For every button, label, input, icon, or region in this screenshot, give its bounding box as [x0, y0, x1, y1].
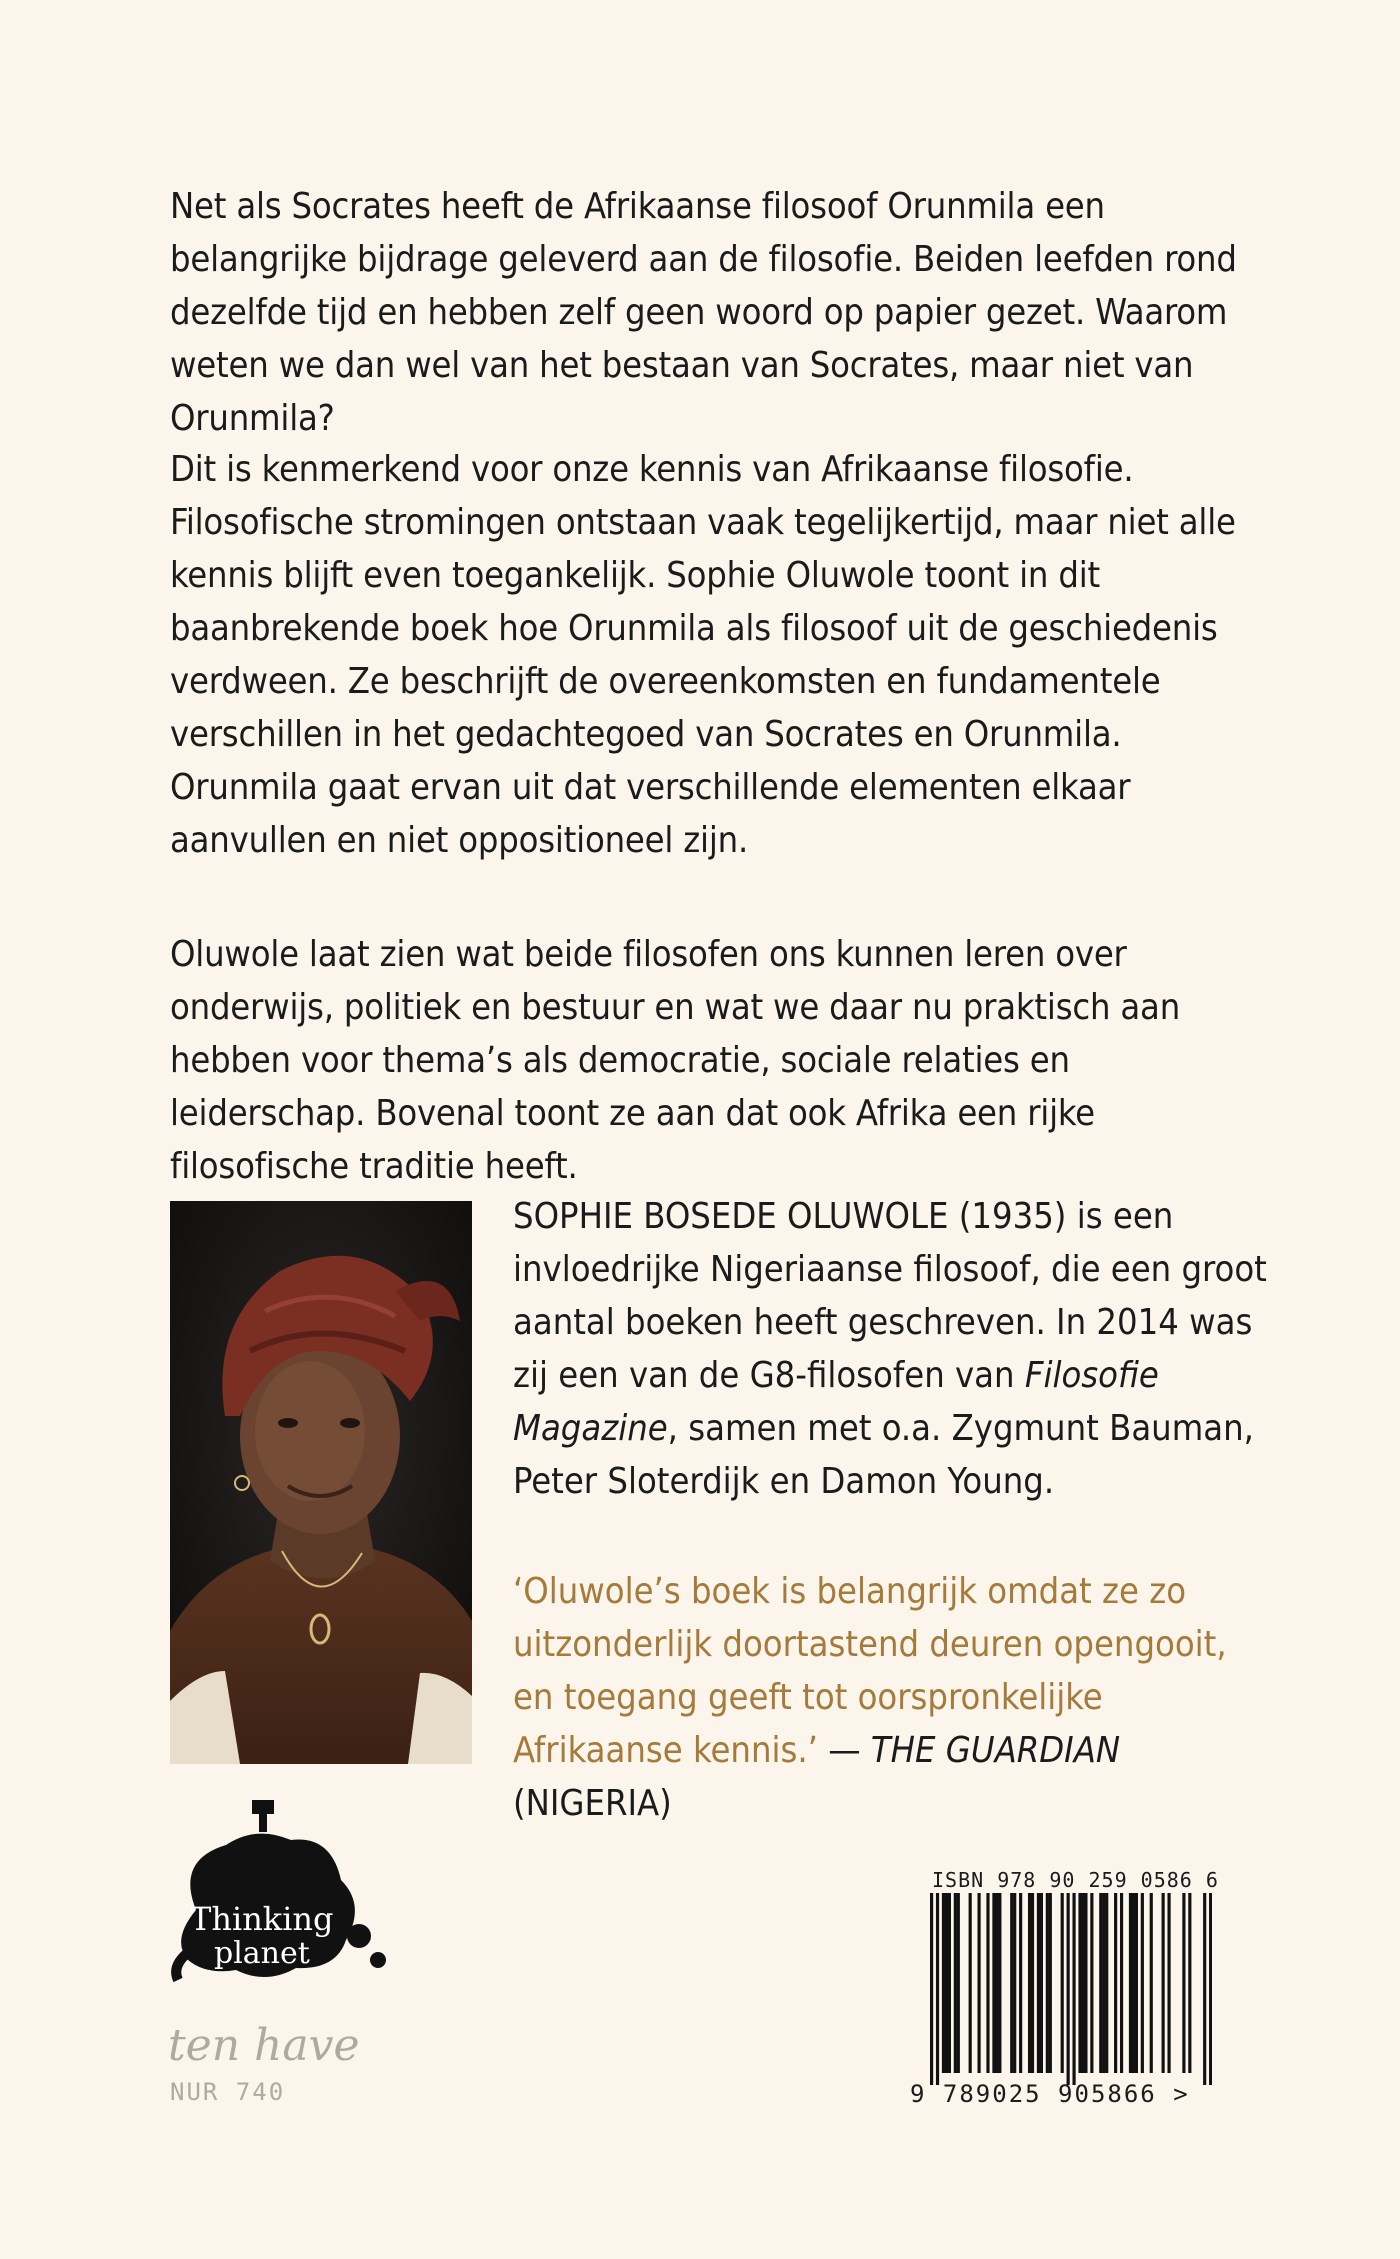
- barcode-bar: [1072, 1893, 1075, 2085]
- intro-paragraph-3: Oluwole laat zien wat beide filosofen ons kunnen leren over onderwijs, politiek en bestuur en wat we daar nu praktisch aan hebben voor thema’s als democratie, sociale relaties en leiderschap. Bovenal toont ze aan dat ook Afrika een rijke filosofische traditie heeft.: [170, 934, 1181, 1187]
- barcode-bar: [995, 1893, 998, 2073]
- barcode-bar: [954, 1893, 957, 2073]
- nur-code: NUR 740: [170, 2078, 286, 2106]
- logo-word-planet: planet: [214, 1936, 310, 1971]
- barcode-bar: [1162, 1893, 1165, 2073]
- barcode-bar: [1102, 1893, 1105, 2073]
- barcode-bar: [957, 1893, 960, 2073]
- barcode-bar: [1120, 1893, 1123, 2073]
- barcode-bar: [1084, 1893, 1087, 2073]
- intro-paragraph-2: Dit is kenmerkend voor onze kennis van Afrikaanse filosofie. Filosofische stromingen ontstaan vaak tegelijkertijd, maar niet alle kennis blijft even toegankelijk. Sophie Oluwole toont in dit baanbrekende boek hoe Orunmila als filosoof uit de geschiedenis verdween. Ze beschrijft de overeenkomsten en fundamentele verschillen in het gedachtegoed van Socrates en Orunmila. Orunmila gaat ervan uit dat verschillende elementen elkaar aanvullen en niet oppositioneel zijn.: [170, 449, 1236, 861]
- barcode-bar: [1037, 1893, 1040, 2073]
- barcode-bar: [1061, 1893, 1064, 2073]
- barcode-bar: [942, 1893, 945, 2073]
- author-bio: [513, 1190, 1273, 1508]
- quote-text: ‘Oluwole’s boek is belangrijk omdat ze zo uitzonderlijk doortastend deuren opengooit, en toegang geeft tot oorspronkelijke Afrikaanse kennis.’: [513, 1571, 1227, 1771]
- barcode-bar: [1078, 1893, 1081, 2073]
- barcode-bar: [1141, 1893, 1144, 2073]
- barcode-bar: [986, 1893, 989, 2073]
- isbn-barcode: [930, 1893, 1212, 2085]
- review-quote: [513, 1565, 1273, 1830]
- barcode-bar: [1209, 1893, 1212, 2085]
- quote-source-name: THE GUARDIAN: [870, 1730, 1121, 1771]
- barcode-bar: [1019, 1893, 1022, 2073]
- quote-dash: —: [817, 1730, 871, 1771]
- barcode-bar: [1046, 1893, 1049, 2073]
- barcode-bar: [1028, 1893, 1031, 2073]
- barcode-bar: [1067, 1893, 1070, 2085]
- barcode-bar: [1182, 1893, 1185, 2073]
- quote-country: (NIGERIA): [513, 1783, 672, 1824]
- barcode-bar: [1135, 1893, 1138, 2073]
- publisher-name: ten have: [168, 2020, 360, 2071]
- barcode-bar: [1132, 1893, 1135, 2073]
- barcode-bar: [1081, 1893, 1084, 2073]
- bio-text-2: , samen met o.a. Zygmunt Bauman, Peter Sloterdijk en Damon Young.: [513, 1408, 1254, 1502]
- barcode-bar: [977, 1893, 980, 2073]
- barcode-bar: [1105, 1893, 1108, 2073]
- bio-text-1: SOPHIE BOSEDE OLUWOLE (1935) is een invloedrijke Nigeriaanse filosoof, die een groot aantal boeken heeft geschreven. In 2014 was zij een van de G8-filosofen van: [513, 1196, 1267, 1396]
- author-photo: [170, 1201, 472, 1764]
- logo-word-thinking: Thinking: [190, 1900, 334, 1938]
- barcode-bar: [969, 1893, 972, 2073]
- barcode-bar: [945, 1893, 948, 2073]
- barcode-bar: [1129, 1893, 1132, 2073]
- barcode-bar: [1099, 1893, 1102, 2073]
- barcode-bar: [1203, 1893, 1206, 2085]
- barcode-bar: [998, 1893, 1001, 2073]
- barcode-bar: [1010, 1893, 1013, 2073]
- barcode-bar: [1167, 1893, 1170, 2073]
- barcode-bar: [1114, 1893, 1117, 2073]
- barcode-bar: [1040, 1893, 1043, 2073]
- intro-paragraph-1: Net als Socrates heeft de Afrikaanse filosoof Orunmila een belangrijke bijdrage geleverd aan de filosofie. Beiden leefden rond dezelfde tijd en hebben zelf geen woord op papier gezet. Waarom weten we dan wel van het bestaan van Socrates, maar niet van Orunmila?: [170, 186, 1237, 439]
- barcode-bar: [930, 1893, 933, 2085]
- barcode-bar: [936, 1893, 939, 2085]
- barcode-bar: [1150, 1893, 1153, 2073]
- barcode-bar: [1090, 1893, 1093, 2073]
- barcode-bar: [1013, 1893, 1016, 2073]
- barcode-digits: 9 789025 905866 >: [910, 2080, 1190, 2108]
- barcode-bar: [992, 1893, 995, 2073]
- barcode-bar: [1188, 1893, 1191, 2073]
- isbn-label: ISBN 978 90 259 0586 6: [932, 1868, 1219, 1892]
- barcode-bar: [1049, 1893, 1052, 2073]
- barcode-bar: [948, 1893, 951, 2073]
- bio-magazine: Filosofie Magazine: [513, 1355, 1159, 1449]
- barcode-bar: [1031, 1893, 1034, 2073]
